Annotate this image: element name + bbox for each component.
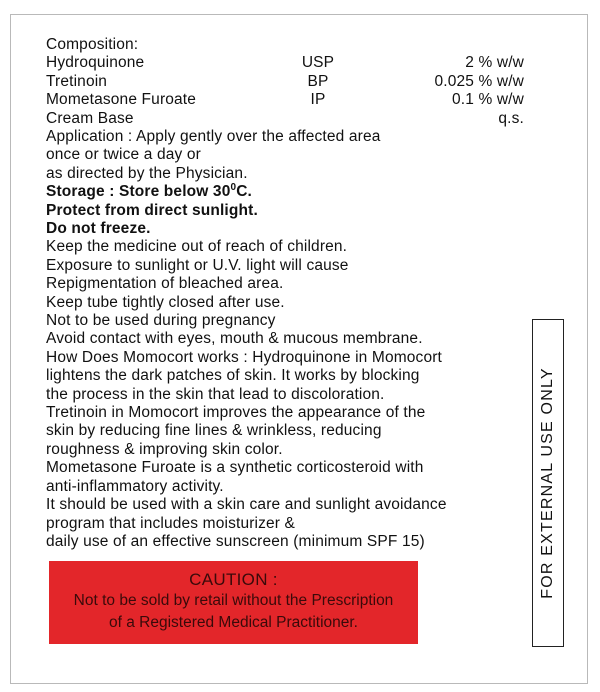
- external-use-label: FOR EXTERNAL USE ONLY: [539, 367, 556, 599]
- ingredient-standard: BP: [307, 72, 329, 90]
- ingredient-name: Tretinoin: [46, 72, 108, 90]
- instructions-text: [46, 238, 536, 551]
- application-line: Application : Apply gently over the affected area: [46, 127, 381, 145]
- instruction-line: anti-inflammatory activity.: [46, 477, 224, 495]
- composition-row-hydroquinone: [46, 54, 536, 72]
- instruction-line: Not to be used during pregnancy: [46, 312, 276, 330]
- ingredient-standard: USP: [301, 54, 335, 72]
- instruction-line: program that includes moisturizer &: [46, 514, 296, 532]
- instruction-line: Avoid contact with eyes, mouth & mucous membrane.: [46, 330, 423, 348]
- instruction-line: Exposure to sunlight or U.V. light will cause: [46, 256, 349, 274]
- caution-title: CAUTION :: [189, 570, 278, 589]
- instruction-line: roughness & improving skin color.: [46, 440, 283, 458]
- instruction-line: It should be used with a skin care and sunlight avoidance: [46, 496, 447, 514]
- composition-heading: Composition:: [46, 36, 139, 53]
- instruction-line: How Does Momocort works : Hydroquinone in Momocort: [46, 348, 442, 366]
- ingredient-name: Cream Base: [46, 109, 134, 127]
- instruction-line: the process in the skin that lead to discoloration.: [46, 385, 385, 403]
- instruction-line: lightens the dark patches of skin. It works by blocking: [46, 367, 420, 385]
- ingredient-standard: IP: [310, 91, 326, 109]
- instruction-line: Repigmentation of bleached area.: [46, 275, 284, 293]
- ingredient-amount: q.s.: [498, 109, 524, 127]
- label-text: [46, 36, 536, 551]
- instruction-line: Keep tube tightly closed after use.: [46, 293, 285, 311]
- ingredient-name: Mometasone Furoate: [46, 91, 197, 109]
- caution-box: [49, 561, 418, 644]
- instruction-line: skin by reducing fine lines & wrinkless, reducing: [46, 422, 382, 440]
- instruction-line: Mometasone Furoate is a synthetic corticosteroid with: [46, 459, 424, 477]
- freeze-warning: Do not freeze.: [46, 220, 151, 237]
- instruction-line: Keep the medicine out of reach of children.: [46, 238, 348, 256]
- storage-unit: C.: [236, 183, 253, 201]
- caution-line: Not to be sold by retail without the Prescription: [73, 592, 394, 609]
- ingredient-name: Hydroquinone: [46, 54, 145, 72]
- composition-row-cream-base: [46, 110, 536, 128]
- instruction-line: daily use of an effective sunscreen (minimum SPF 15): [46, 532, 425, 550]
- sunlight-warning: Protect from direct sunlight.: [46, 201, 258, 219]
- ingredient-amount: 2 % w/w: [465, 54, 524, 72]
- degree-mark: 0: [230, 182, 237, 194]
- ingredient-amount: 0.1 % w/w: [452, 91, 524, 109]
- ingredient-amount: 0.025 % w/w: [434, 72, 524, 90]
- storage-line: [46, 183, 536, 201]
- instruction-line: Tretinoin in Momocort improves the appearance of the: [46, 404, 426, 422]
- composition-row-mometasone: [46, 91, 536, 109]
- storage-text: Storage : Store below 30: [46, 183, 231, 201]
- application-line: as directed by the Physician.: [46, 164, 248, 182]
- application-line: once or twice a day or: [46, 146, 201, 164]
- caution-line: of a Registered Medical Practitioner.: [109, 614, 358, 631]
- composition-row-tretinoin: [46, 73, 536, 91]
